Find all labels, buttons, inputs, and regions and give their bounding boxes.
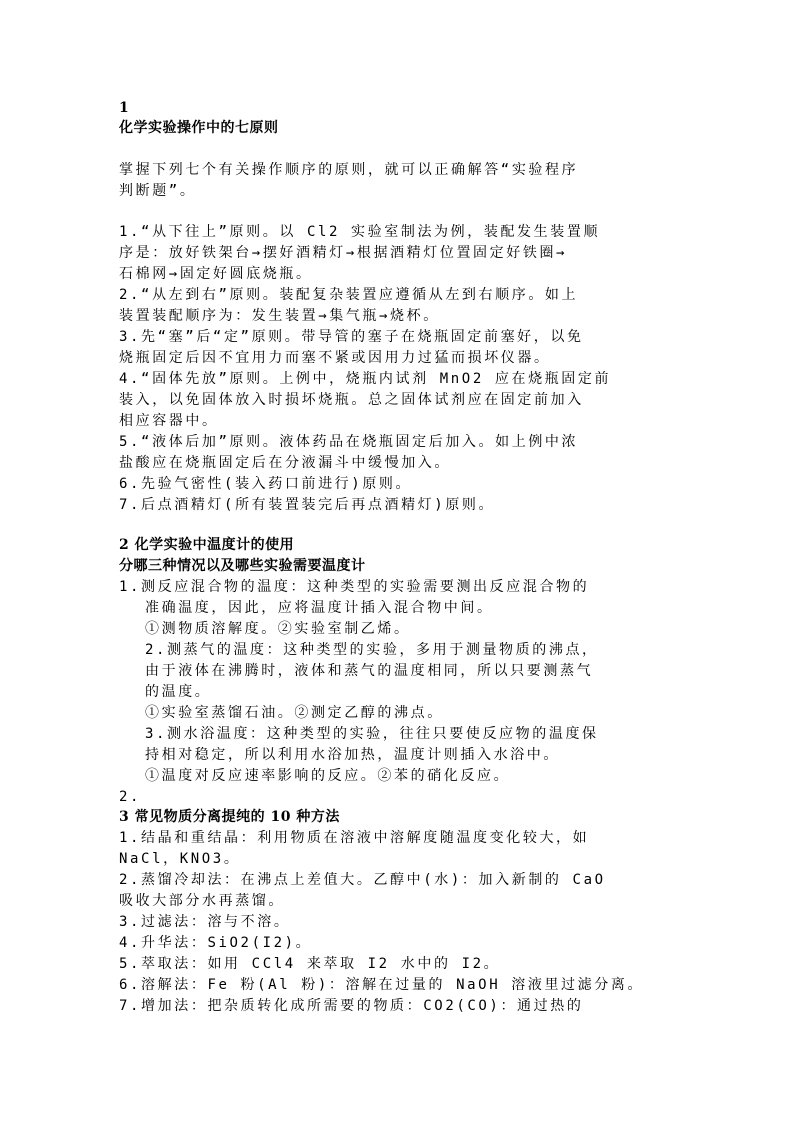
paragraph-line: 序是：放好铁架台→摆好酒精灯→根据酒精灯位置固定好铁圈→ — [119, 245, 568, 261]
paragraph-line: ①实验室蒸馏石油。②测定乙醇的沸点。 — [145, 705, 444, 721]
paragraph-line: 装置装配顺序为：发生装置→集气瓶→烧杯。 — [119, 308, 440, 324]
section-3-title: 3 常见物质分离提纯的 10 种方法 — [119, 809, 340, 825]
paragraph-line: 装入，以免固体放入时损坏烧瓶。总之固体试剂应在固定前加入 — [119, 392, 584, 408]
paragraph-line: 烧瓶固定后因不宜用力而塞不紧或因用力过猛而损坏仪器。 — [119, 350, 551, 366]
paragraph-line: 准确温度，因此，应将温度计插入混合物中间。 — [145, 600, 494, 616]
section-2-subtitle: 分哪三种情况以及哪些实验需要温度计 — [119, 558, 366, 574]
paragraph-line: 持相对稳定，所以利用水浴加热，温度计则插入水浴中。 — [145, 747, 560, 763]
paragraph-line: 盐酸应在烧瓶固定后在分液漏斗中缓慢加入。 — [119, 455, 451, 471]
paragraph-line: 2.测蒸气的温度：这种类型的实验，多用于测量物质的沸点， — [145, 642, 599, 658]
paragraph-line: 6.溶解法：Fe 粉(Al 粉)：溶解在过量的 NaOH 溶液里过滤分离。 — [119, 977, 645, 993]
paragraph-line: 7.后点酒精灯(所有装置装完后再点酒精灯)原则。 — [119, 497, 496, 513]
paragraph-line: 7.增加法：把杂质转化成所需要的物质：CO2(CO)：通过热的 — [119, 998, 584, 1014]
paragraph-line: 6.先验气密性(装入药口前进行)原则。 — [119, 476, 413, 492]
paragraph-line: 3.测水浴温度：这种类型的实验，往往只要使反应物的温度保 — [145, 726, 599, 742]
paragraph-line: 石棉网→固定好圆底烧瓶。 — [119, 266, 313, 282]
paragraph-line: 2.蒸馏冷却法：在沸点上差值大。乙醇中(水)：加入新制的 CaO — [119, 872, 606, 888]
paragraph-line: 5.萃取法：如用 CCl4 来萃取 I2 水中的 I2。 — [119, 956, 501, 972]
paragraph-line: 1.“从下往上”原则。以 Cl2 实验室制法为例，装配发生装置顺 — [119, 224, 601, 240]
intro-line: 判断题”。 — [119, 183, 197, 199]
paragraph-line: 3.先“塞”后“定”原则。带导管的塞子在烧瓶固定前塞好，以免 — [119, 329, 584, 345]
paragraph-line: ①温度对反应速率影响的反应。②苯的硝化反应。 — [145, 768, 511, 784]
paragraph-line: 5.“液体后加”原则。液体药品在烧瓶固定后加入。如上例中浓 — [119, 434, 579, 450]
intro-line: 掌握下列七个有关操作顺序的原则，就可以正确解答“实验程序 — [119, 162, 579, 178]
paragraph-line: 由于液体在沸腾时，液体和蒸气的温度相同，所以只要测蒸气 — [145, 663, 594, 679]
paragraph-line: 的温度。 — [145, 684, 212, 700]
paragraph-line: NaCl，KNO3。 — [119, 851, 241, 867]
paragraph-line: 2.“从左到右”原则。装配复杂装置应遵循从左到右顺序。如上 — [119, 287, 579, 303]
paragraph-line: 1.结晶和重结晶：利用物质在溶液中溶解度随温度变化较大，如 — [119, 830, 590, 846]
section-number: 1 — [119, 100, 130, 116]
section-1-title: 化学实验操作中的七原则 — [119, 120, 279, 136]
section-2-title: 2 化学实验中温度计的使用 — [119, 537, 295, 553]
paragraph-line: 4.“固体先放”原则。上例中，烧瓶内试剂 MnO2 应在烧瓶固定前 — [119, 371, 612, 387]
paragraph-line: 吸收大部分水再蒸馏。 — [119, 893, 285, 909]
paragraph-line: ①测物质溶解度。②实验室制乙烯。 — [145, 621, 411, 637]
paragraph-line: 2. — [119, 789, 142, 805]
paragraph-line: 3.过滤法：溶与不溶。 — [119, 914, 291, 930]
paragraph-line: 相应容器中。 — [119, 413, 219, 429]
paragraph-line: 1.测反应混合物的温度：这种类型的实验需要测出反应混合物的 — [119, 579, 590, 595]
paragraph-line: 4.升华法：SiO2(I2)。 — [119, 935, 313, 951]
